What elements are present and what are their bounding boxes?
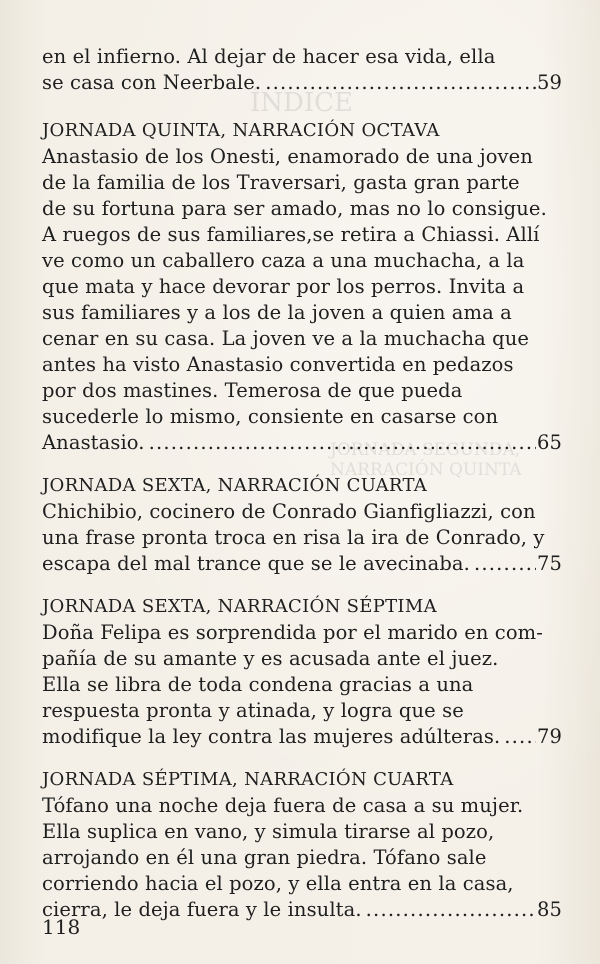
show-through-text: JORNADA SEGUNDA, NARRACIÓN QUINTA [330,440,522,480]
table-of-contents [42,44,562,940]
entry-text-line: Ella suplica en vano, y simula tirarse al pozo, [42,820,495,843]
entry-page-number: 85 [536,898,562,921]
entry-heading: JORNADA SÉPTIMA, NARRACIÓN CUARTA [42,769,454,790]
dot-leader [265,70,536,96]
toc-entry [42,44,562,96]
entry-text-line: cenar en su casa. La joven ve a la muchacha que [42,327,530,350]
entry-text-end: modifique la ley contra las mujeres adúlteras. [42,725,501,748]
entry-text-line: arrojando en él una gran piedra. Tófano sale [42,846,487,869]
dot-leader [504,724,536,750]
entry-last-line [42,897,562,923]
entry-page-number: 65 [536,431,562,454]
entry-text-line: Anastasio de los Onesti, enamorado de una joven [42,145,533,168]
entry-text-line: una frase pronta troca en risa la ira de Conrado, y [42,526,545,549]
toc-entry [42,118,562,456]
entry-text-line: Ella se libra de toda condena gracias a una [42,673,474,696]
entry-text-line: antes ha visto Anastasio convertida en pedazos [42,353,514,376]
entry-last-line [42,430,562,456]
entry-text-line: Doña Felipa es sorprendida por el marido en com- [42,621,543,644]
entry-text-line: por dos mastines. Temerosa de que pueda [42,379,463,402]
entry-last-line [42,551,562,577]
dot-leader [474,551,536,577]
entry-text-line: Tófano una noche deja fuera de casa a su mujer. [42,794,524,817]
entry-text-line: ve como un caballero caza a una muchacha, a la [42,249,525,272]
entry-text-line: en el infierno. Al dejar de hacer esa vida, ella [42,45,496,68]
entry-text-line: de su fortuna para ser amado, mas no lo consigue. [42,197,547,220]
entry-text-end: escapa del mal trance que se le avecinaba. [42,552,470,575]
toc-entry [42,473,562,577]
entry-text-line: Chichibio, cocinero de Conrado Gianfigliazzi, con [42,500,536,523]
entry-text-line: A ruegos de sus familiares,se retira a Chiassi. Allí [42,223,540,246]
entry-page-number: 79 [536,725,562,748]
toc-entry [42,594,562,750]
entry-text-line: sus familiares y a los de la joven a quien ama a [42,301,512,324]
entry-text-end: Anastasio. [42,431,145,454]
entry-text-end: cierra, le deja fuera y le insulta. [42,898,362,921]
dot-leader [149,430,536,456]
entry-heading: JORNADA SEXTA, NARRACIÓN SÉPTIMA [42,596,437,617]
entry-last-line [42,724,562,750]
entry-page-number: 59 [536,71,562,94]
entry-text-line: respuesta pronta y atinada, y logra que se [42,699,464,722]
entry-text-line: de la familia de los Traversari, gasta gran parte [42,171,520,194]
show-through-heading: ÍNDICE [250,88,354,118]
entry-text-line: sucederle lo mismo, consiente en casarse con [42,405,499,428]
entry-text-line: que mata y hace devorar por los perros. Invita a [42,275,525,298]
entry-heading: JORNADA SEXTA, NARRACIÓN CUARTA [42,475,428,496]
entry-text-line: corriendo hacia el pozo, y ella entra en la casa, [42,872,514,895]
dot-leader [366,897,536,923]
entry-heading: JORNADA QUINTA, NARRACIÓN OCTAVA [42,120,440,141]
page-number: 118 [42,915,81,939]
entry-text-end: se casa con Neerbale. [42,71,262,94]
toc-entry [42,767,562,923]
entry-page-number: 75 [536,552,562,575]
entry-text-line: pañía de su amante y es acusada ante el juez. [42,647,499,670]
entry-last-line [42,70,562,96]
